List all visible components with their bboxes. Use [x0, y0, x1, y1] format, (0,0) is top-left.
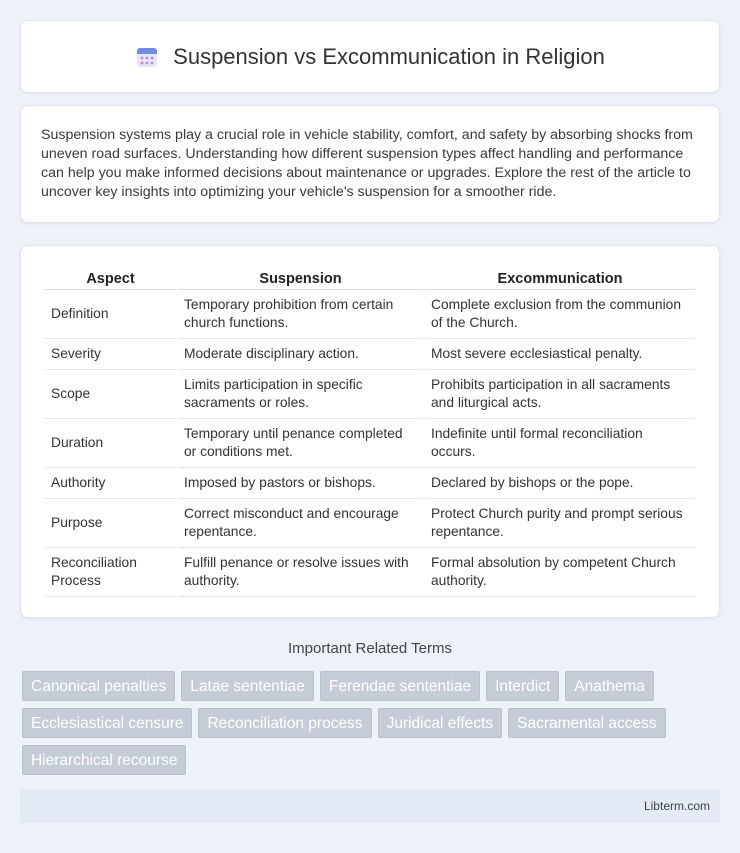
table-row [45, 339, 695, 370]
table-cell: Imposed by pastors or bishops. [178, 468, 423, 499]
table-cell: Complete exclusion from the communion of the Church. [425, 290, 695, 339]
table-row [45, 548, 695, 597]
table-row [45, 468, 695, 499]
related-term-tag[interactable]: Ferendae sententiae [320, 671, 480, 701]
table-cell: Purpose [45, 499, 176, 548]
table-cell: Temporary until penance completed or conditions met. [178, 419, 423, 468]
column-header-excommunication: Excommunication [425, 266, 695, 290]
related-terms-heading: Important Related Terms [288, 640, 452, 657]
table-cell: Prohibits participation in all sacraments and liturgical acts. [425, 370, 695, 419]
related-terms-list [22, 671, 722, 775]
intro-paragraph: Suspension systems play a crucial role in vehicle stability, comfort, and safety by absorbing shocks from uneven road surfaces. Understanding how different suspension types affect handling and performance can help you make informed decisions about maintenance or upgrades. Explore the rest of the article to uncover key insights into optimizing your vehicle's suspension for a smoother ride. [41, 127, 693, 200]
table-cell: Reconciliation Process [45, 548, 176, 597]
table-cell: Moderate disciplinary action. [178, 339, 423, 370]
comparison-table-card [20, 245, 720, 618]
table-cell: Scope [45, 370, 176, 419]
related-term-tag[interactable]: Ecclesiastical censure [22, 708, 192, 738]
related-term-tag[interactable]: Canonical penalties [22, 671, 175, 701]
table-header-row [45, 266, 695, 290]
intro-card [20, 105, 720, 223]
table-cell: Duration [45, 419, 176, 468]
table-cell: Protect Church purity and prompt serious repentance. [425, 499, 695, 548]
related-term-tag[interactable]: Latae sententiae [181, 671, 314, 701]
related-term-tag[interactable]: Juridical effects [378, 708, 503, 738]
calendar-icon [135, 45, 159, 69]
related-term-tag[interactable]: Sacramental access [508, 708, 666, 738]
related-term-tag[interactable]: Interdict [486, 671, 559, 701]
column-header-aspect: Aspect [45, 266, 176, 290]
table-row [45, 370, 695, 419]
table-cell: Indefinite until formal reconciliation occurs. [425, 419, 695, 468]
table-cell: Fulfill penance or resolve issues with authority. [178, 548, 423, 597]
column-header-suspension: Suspension [178, 266, 423, 290]
table-cell: Limits participation in specific sacraments or roles. [178, 370, 423, 419]
footer-site-link[interactable]: Libterm.com [643, 799, 710, 813]
comparison-table [43, 266, 697, 597]
related-term-tag[interactable]: Hierarchical recourse [22, 745, 186, 775]
page-title: Suspension vs Excommunication in Religion [173, 43, 605, 69]
table-row [45, 419, 695, 468]
header-card [20, 20, 720, 93]
table-cell: Severity [45, 339, 176, 370]
table-row [45, 499, 695, 548]
table-cell: Temporary prohibition from certain church functions. [178, 290, 423, 339]
footer [20, 790, 720, 823]
table-row [45, 290, 695, 339]
table-cell: Declared by bishops or the pope. [425, 468, 695, 499]
related-term-tag[interactable]: Anathema [565, 671, 654, 701]
table-cell: Authority [45, 468, 176, 499]
table-cell: Most severe ecclesiastical penalty. [425, 339, 695, 370]
table-cell: Correct misconduct and encourage repentance. [178, 499, 423, 548]
related-term-tag[interactable]: Reconciliation process [198, 708, 371, 738]
table-cell: Formal absolution by competent Church authority. [425, 548, 695, 597]
table-cell: Definition [45, 290, 176, 339]
